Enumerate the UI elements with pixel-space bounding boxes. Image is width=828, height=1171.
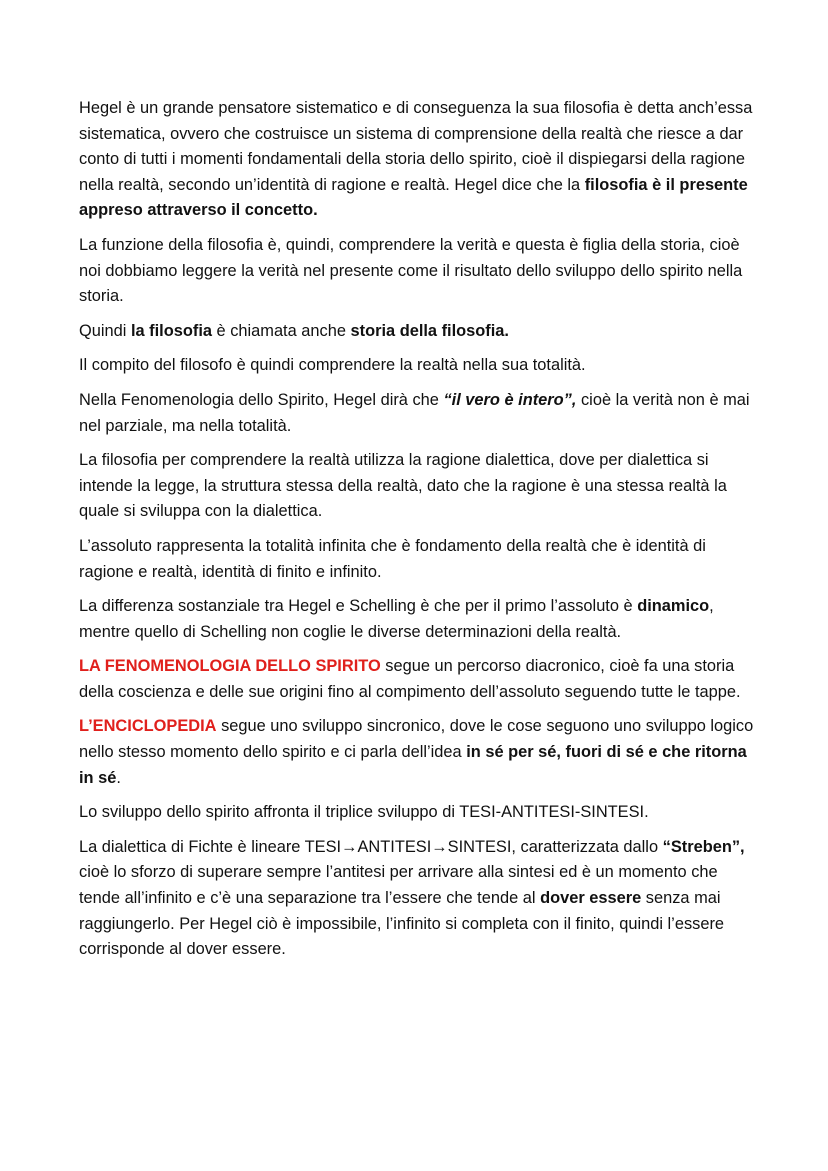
paragraph-storia-filosofia: Quindi la filosofia è chiamata anche storia della filosofia. xyxy=(79,321,509,340)
bold-definizione-filosofia: filosofia è il presente appreso attraverso il concetto. xyxy=(79,175,748,220)
paragraph-hegel-sistematico: Hegel è un grande pensatore sistematico e di conseguenza la sua filosofia è detta anch’essa sistematica, ovvero che costruisce un sistema di comprensione della realtà che riesce a dar conto di tutti i momenti fondamentali della storia dello spirito, cioè il dispiegarsi della ragione nella realtà, secondo un’identità di ragione e realtà. Hegel dice che la filosofia è il presente appreso attraverso il concetto. xyxy=(79,99,753,220)
paragraph-hegel-schelling: La differenza sostanziale tra Hegel e Schelling è che per il primo l’assoluto è dinamico, mentre quello di Schelling non coglie le diverse determinazioni della realtà. xyxy=(79,597,714,641)
paragraph-vero-intero: Nella Fenomenologia dello Spirito, Hegel dirà che “il vero è intero”, cioè la verità non è mai nel parziale, ma nella totalità. xyxy=(79,390,750,435)
paragraph-tesi-antitesi-sintesi: Lo sviluppo dello spirito affronta il triplice sviluppo di TESI-ANTITESI-SINTESI. xyxy=(79,803,649,822)
heading-fenomenologia: LA FENOMENOLOGIA DELLO SPIRITO xyxy=(79,657,381,676)
paragraph-ragione-dialettica: La filosofia per comprendere la realtà utilizza la ragione dialettica, dove per dialettica si intende la legge, la struttura stessa della realtà, dato che la ragione è una stessa realtà la quale si sviluppa con la dialettica. xyxy=(79,451,727,521)
paragraph-dialettica-fichte: La dialettica di Fichte è lineare TESI→ANTITESI→SINTESI, caratterizzata dallo “Streben”, cioè lo sforzo di superare sempre l’antitesi per arrivare alla sintesi ed è un momento che tende all’infinito e c’è una separazione tra l’essere che tende al dover essere senza mai raggiungerlo. Per Hegel ciò è impossibile, l’infinito si completa con il finito, quindi l’essere corrisponde al dover essere. xyxy=(79,837,745,959)
paragraph-compito-filosofo: Il compito del filosofo è quindi comprendere la realtà nella sua totalità. xyxy=(79,356,586,375)
paragraph-fenomenologia: LA FENOMENOLOGIA DELLO SPIRITO segue un percorso diacronico, cioè fa una storia della coscienza e delle sue origini fino al compimento dell’assoluto seguendo tutte le tappe. xyxy=(79,657,741,701)
heading-enciclopedia: L’ENCICLOPEDIA xyxy=(79,717,217,736)
paragraph-funzione-filosofia: La funzione della filosofia è, quindi, comprendere la verità e questa è figlia della storia, cioè noi dobbiamo leggere la verità nel presente come il risultato dello sviluppo dello spirito nella storia. xyxy=(79,235,743,306)
quote-vero-intero: “il vero è intero”, xyxy=(443,390,577,409)
paragraph-enciclopedia: L’ENCICLOPEDIA segue uno sviluppo sincronico, dove le cose seguono uno sviluppo logico nello stesso momento dello spirito e ci parla dell’idea in sé per sé, fuori di sé e che ritorna in sé. xyxy=(79,717,754,787)
paragraph-assoluto: L’assoluto rappresenta la totalità infinita che è fondamento della realtà che è identità di ragione e realtà, identità di finito e infinito. xyxy=(79,536,706,581)
